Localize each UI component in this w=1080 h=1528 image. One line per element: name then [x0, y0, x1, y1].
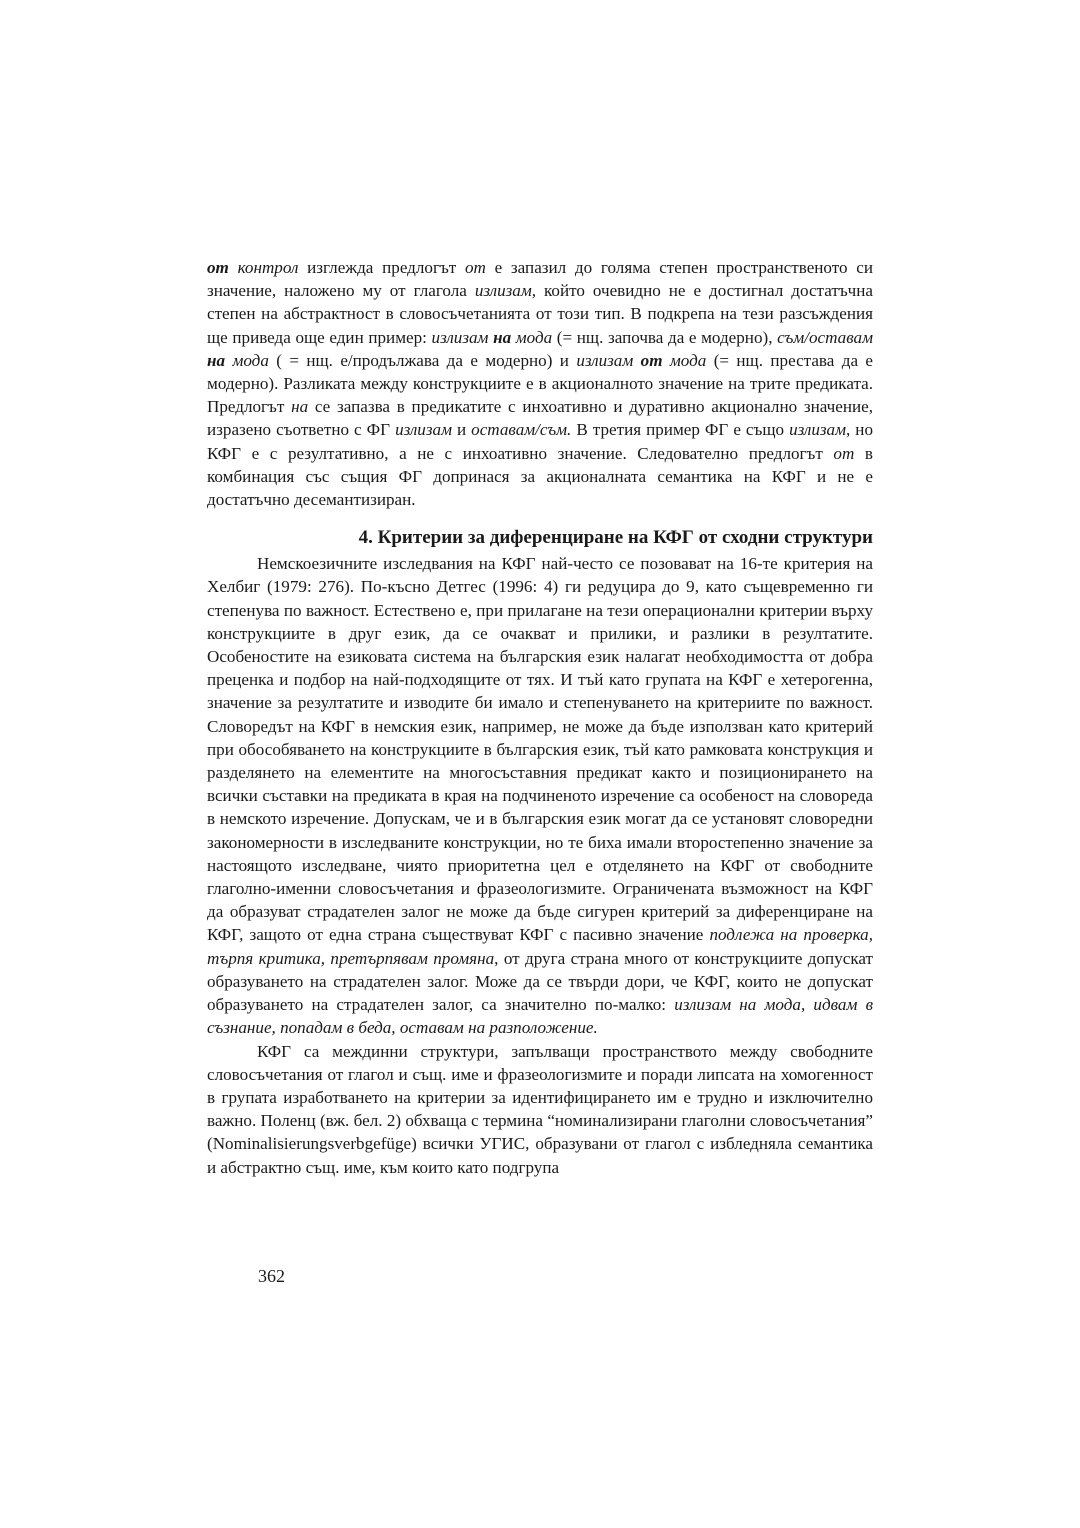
text-run: , но КФГ е с резултативно, а не с инхоативно значение. Следователно предлогът — [207, 420, 873, 463]
page-number: 362 — [258, 1266, 285, 1286]
text-run: изглежда предлогът — [298, 258, 465, 277]
text-run: в комбинация със същия ФГ допринася за акционалната семантика на КФГ и не е достатъчно десемантизиран. — [207, 443, 873, 510]
text-run: излизам — [576, 350, 634, 370]
text-run: излизам на мода, идвам в съзнание, попадам в беда, оставам на разположение. — [207, 995, 873, 1038]
paragraph-1 — [207, 256, 873, 511]
text-run: и — [451, 420, 472, 440]
text-run: оставам/съм. — [471, 420, 572, 440]
text-run: който очевидно не е достигнал достатъчна степен на абстрактност в словосъчетанията от този тип. В подкрепа на тези разсъждения ще приведа още един пример: — [207, 281, 873, 347]
text-run: излизам — [395, 420, 452, 440]
text-run: на — [291, 397, 309, 417]
text-run: мода — [515, 327, 553, 347]
text-run: излизам — [431, 327, 489, 347]
text-run: (= нщ. започва да е модерно), — [552, 327, 778, 347]
text-run: на — [207, 350, 226, 370]
text-run: контрол — [237, 258, 299, 277]
text-run: подлежа на проверка, търпя критика, претърпявам промяна — [207, 925, 873, 968]
text-run: от — [207, 258, 229, 277]
text-run: (= нщ. престава да е модерно). Разликата между конструкциите е в акционалното значение на трите предиката. Предлогът — [207, 350, 874, 417]
text-run: е запазил до голяма степен пространственото си значение, наложено му от глагола — [207, 258, 874, 301]
text-run: КФГ са междинни структури, запълващи пространството между свободните словосъчетания от глагол и същ. име и фразеологизмите и поради липсата на хомогенност в групата изработването на критерии за идентифицирането им е трудно и изключително важно. Поленц (вж. бел. 2) обхваща с термина “номинализирани глаголни словосъчетания” (Nominalisierungsverbgefüge) всички УГИС, образувани от глагол с избледняла семантика и абстрактно същ. име, към които като подгрупа — [207, 1041, 873, 1177]
text-run: В третия пример ФГ е също — [571, 420, 790, 440]
text-run: мода — [669, 350, 707, 370]
text-run: от — [833, 443, 855, 463]
text-run: на — [493, 327, 512, 347]
text-run: излизам — [789, 420, 846, 440]
text-run: излизам, — [474, 281, 537, 301]
text-run: съм/оставам — [777, 327, 873, 347]
page-body — [207, 256, 873, 1179]
text-run: Немскоезичните изследвания на КФГ най-често се позовават на 16-те критерия на Хелбиг (1979: 276). По-късно Детгес (1996: 4) ги редуцира до 9, като същевременно ги степенува по важност. Естествено е, при прилагане на тези операционални критерии върху конструкциите в друг език, да се очакват и прилики, и разлики в резултатите. Особеностите на езиковата система на българския език налагат необходимостта от добра преценка и подбор на най-подходящите от тях. И тъй като групата на КФГ е хетерогенна, значение за резултатите и изводите би имало и степенуването на критериите по важност. Словоредът на КФГ в немския език, например, не може да бъде използван като критерий при обособяването на конструкциите в българския език, тъй като рамковата конструкция и разделянето на елементите на многосъставния предикат както и позиционирането на всички съставки на предиката в края на подчиненото изречение са особеност на словореда в немското изречение. Допускам, че и в българския език могат да се установят словоредни закономерности в изследваните конструкции, но те биха имали второстепенно значение за настоящото изследване, чиято приоритетна цел е отделянето на КФГ от свободните глаголно-именни словосъчетания и фразеологизмите. Ограничената възможност на КФГ да образуват страдателен залог не може да бъде сигурен критерий за диференциране на КФГ, защото от една страна съществуват КФГ с пасивно значение — [207, 554, 873, 945]
paragraph-2 — [207, 552, 873, 1039]
text-run: се запазва в предикатите с инхоативно и дуративно акционално значение, изразено съответно с ФГ — [207, 397, 874, 440]
section-heading: 4. Критерии за диференциране на КФГ от сходни структури — [358, 527, 873, 549]
text-run: от — [640, 350, 663, 370]
text-run: мода — [232, 350, 269, 370]
text-run: от — [465, 258, 486, 277]
text-run: , от друга страна много от конструкциите допускат образуването на страдателен залог. Може да се твърди дори, че КФГ, които не допускат образуването на страдателен залог, са значително по-малко: — [207, 948, 873, 1015]
text-run: ( = нщ. е/продължава да е модерно) и — [268, 350, 577, 370]
paragraph-3 — [207, 1040, 873, 1179]
